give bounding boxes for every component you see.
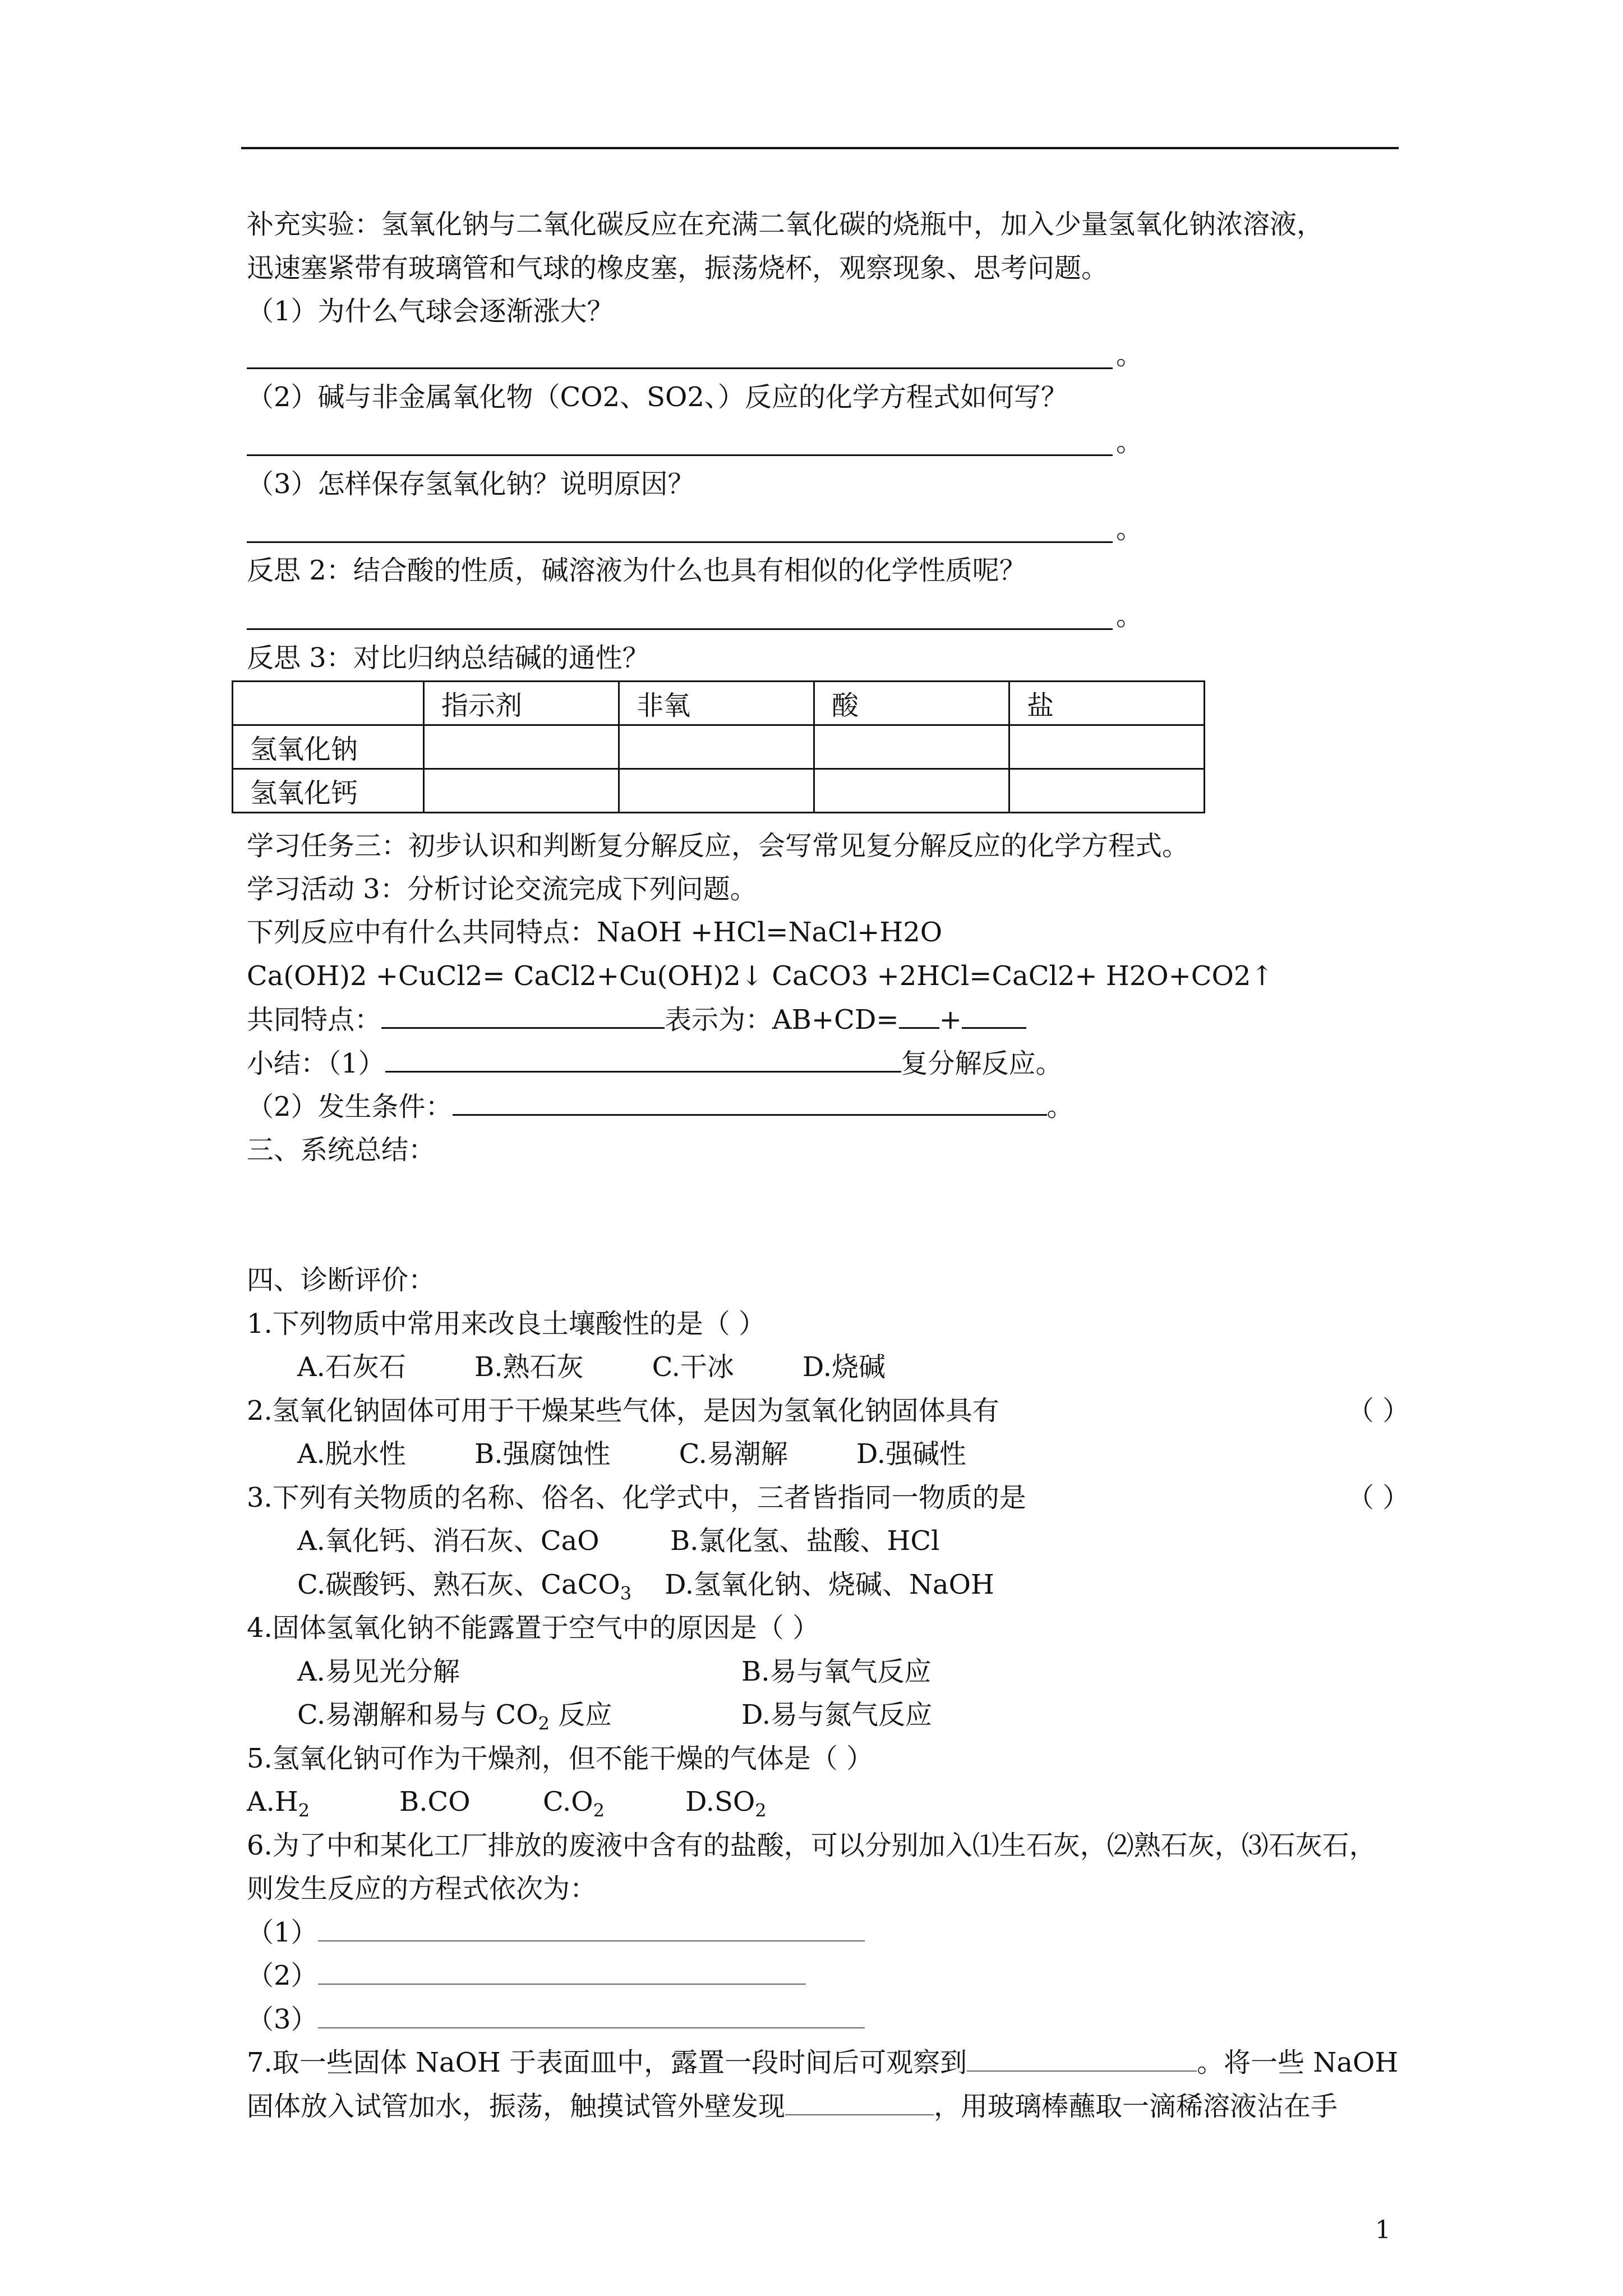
table-cell[interactable]: [1009, 769, 1205, 813]
period: 。: [1116, 513, 1144, 545]
blank-field[interactable]: [899, 1002, 939, 1029]
question-7-text: 。将一些 NaOH: [1197, 2047, 1399, 2078]
answer-line: [247, 628, 1113, 630]
blank-field[interactable]: [381, 1002, 665, 1029]
option-c-text: C.易潮解和易与 CO: [297, 1699, 538, 1731]
blank-field[interactable]: [962, 1002, 1026, 1029]
subscript: 2: [538, 1713, 550, 1734]
reactions-intro: 下列反应中有什么共同特点：NaOH +HCl=NaCl+H2O: [247, 917, 943, 948]
subscript: 2: [755, 1800, 767, 1821]
blank-field[interactable]: [318, 1916, 865, 1941]
question-7-line-2: [247, 2090, 1338, 2123]
table-cell[interactable]: [1009, 725, 1205, 769]
condition-label: （2）发生条件：: [247, 1091, 453, 1122]
answer-paren: （ ）: [1347, 1482, 1410, 1513]
summary-tail: 复分解反应。: [901, 1048, 1063, 1079]
reflection-3: 反思 3：对比归纳总结碱的通性？: [247, 642, 649, 674]
table-cell[interactable]: [424, 769, 619, 813]
supplement-question-3: （3）怎样保存氢氧化钠？说明原因？: [247, 468, 695, 500]
plus-sign: +: [939, 1004, 962, 1036]
table-header-row: [233, 682, 1205, 725]
supplement-question-1: （1）为什么气球会逐渐涨大？: [247, 296, 614, 327]
table-header-cell: [233, 682, 424, 725]
table-cell[interactable]: [424, 725, 619, 769]
expression-label: 表示为：AB+CD=: [665, 1004, 899, 1036]
section-4-heading: 四、诊断评价：: [247, 1264, 436, 1296]
table-cell[interactable]: [619, 725, 814, 769]
option-d: D.易与氮气反应: [741, 1699, 933, 1731]
period: 。: [1116, 339, 1144, 371]
option-c: [297, 1568, 631, 1602]
learning-activity-3: 学习活动 3：分析讨论交流完成下列问题。: [247, 873, 757, 905]
question-4: 4.固体氢氧化钠不能露置于空气中的原因是（ ）: [247, 1612, 820, 1644]
option-c-tail: 反应: [549, 1699, 612, 1731]
option-b: B.易与氧气反应: [741, 1656, 932, 1687]
table-header-cell: 指示剂: [424, 682, 619, 725]
option-d: D.氢氧化钠、烧碱、NaOH: [665, 1569, 994, 1600]
answer-line: [247, 454, 1113, 456]
question-1: 1.下列物质中常用来改良土壤酸性的是（ ）: [247, 1308, 766, 1340]
option-a-text: A.H: [247, 1786, 298, 1818]
answer-paren: （ ）: [1347, 1395, 1410, 1427]
table-cell: 氢氧化钙: [233, 769, 424, 813]
period: 。: [1116, 600, 1144, 632]
equation-row-1: [247, 1916, 865, 1949]
table-header-cell: 盐: [1009, 682, 1205, 725]
base-properties-table: [232, 680, 1205, 813]
question-7-text: 固体放入试管加水，振荡，触摸试管外壁发现: [247, 2091, 786, 2122]
summary-label: 小结：（1）: [247, 1048, 385, 1079]
supplement-intro-2: 迅速塞紧带有玻璃管和气球的橡皮塞，振荡烧杯，观察现象、思考问题。: [247, 252, 1109, 284]
option-a: [247, 1785, 310, 1819]
blank-field[interactable]: [785, 2090, 934, 2115]
table-cell[interactable]: [814, 725, 1009, 769]
table-cell[interactable]: [814, 769, 1009, 813]
answer-line: [247, 541, 1113, 543]
table-header-cell: 非氧: [619, 682, 814, 725]
period: 。: [1116, 426, 1144, 458]
table-header-cell: 酸: [814, 682, 1009, 725]
option-a: A.易见光分解: [297, 1656, 460, 1687]
blank-field[interactable]: [967, 2046, 1197, 2072]
supplement-question-2: （2）碱与非金属氧化物（CO2、SO2、）反应的化学方程式如何写？: [247, 381, 1068, 413]
period: 。: [1046, 1091, 1074, 1122]
question-7-text: 7.取一些固体 NaOH 于表面皿中，露置一段时间后可观察到: [247, 2047, 967, 2078]
supplement-intro-1: 补充实验：氢氧化钠与二氧化碳反应在充满二氧化碳的烧瓶中，加入少量氢氧化钠浓溶液，: [247, 209, 1324, 240]
equation-label: （1）: [247, 1917, 318, 1948]
equation-label: （2）: [247, 1960, 318, 1991]
option-c-text: C.O: [543, 1786, 593, 1818]
question-6-line-2: 则发生反应的方程式依次为：: [247, 1873, 597, 1904]
option-b: B.CO: [399, 1786, 471, 1818]
option-c: [297, 1698, 612, 1732]
question-3: 3.下列有关物质的名称、俗名、化学式中，三者皆指同一物质的是: [247, 1482, 1026, 1513]
option-b: B.氯化氢、盐酸、HCl: [670, 1525, 940, 1557]
page-number: 1: [1375, 2216, 1391, 2244]
blank-field[interactable]: [318, 1959, 806, 1985]
table-row: [233, 769, 1205, 813]
blank-field[interactable]: [385, 1046, 901, 1073]
table-cell: 氢氧化钠: [233, 725, 424, 769]
question-1-options: A.石灰石 B.熟石灰 C.干冰 D.烧碱: [297, 1351, 886, 1383]
option-d-text: D.SO: [685, 1786, 755, 1818]
reactions-equations: Ca(OH)2 +CuCl2= CaCl2+Cu(OH)2↓ CaCO3 +2HCl=CaCl2+ H2O+CO2↑: [247, 960, 1274, 992]
learning-task-3: 学习任务三：初步认识和判断复分解反应，会写常见复分解反应的化学方程式。: [247, 830, 1189, 862]
common-feature-label: 共同特点：: [247, 1004, 382, 1036]
answer-line: [247, 367, 1113, 369]
blank-field[interactable]: [318, 2003, 865, 2028]
option-c: [543, 1785, 605, 1819]
reflection-2: 反思 2：结合酸的性质，碱溶液为什么也具有相似的化学性质呢？: [247, 555, 1026, 586]
table-cell[interactable]: [619, 769, 814, 813]
condition-row: [247, 1089, 1074, 1124]
equation-row-2: [247, 1959, 806, 1993]
subscript: 2: [593, 1800, 605, 1821]
equation-row-3: [247, 2003, 865, 2036]
equation-label: （3）: [247, 2004, 318, 2035]
question-2: 2.氢氧化钠固体可用于干燥某些气体，是因为氢氧化钠固体具有: [247, 1395, 999, 1427]
blank-field[interactable]: [453, 1089, 1047, 1116]
option-d: [685, 1785, 767, 1819]
question-6-line-1: 6.为了中和某化工厂排放的废液中含有的盐酸，可以分别加入⑴生石灰，⑵熟石灰，⑶石灰石，: [247, 1830, 1376, 1861]
section-3-heading: 三、系统总结：: [247, 1134, 436, 1166]
option-a: A.氧化钙、消石灰、CaO: [297, 1525, 600, 1557]
question-7-text: ，用玻璃棒蘸取一滴稀溶液沾在手: [934, 2091, 1338, 2122]
subscript: 3: [620, 1582, 632, 1604]
common-feature-row: [247, 1002, 1026, 1037]
question-2-options: A.脱水性 B.强腐蚀性 C.易潮解 D.强碱性: [297, 1438, 966, 1470]
question-5: 5.氢氧化钠可作为干燥剂，但不能干燥的气体是（ ）: [247, 1743, 874, 1774]
header-rule: [241, 147, 1399, 149]
subscript: 2: [298, 1800, 310, 1821]
table-row: [233, 725, 1205, 769]
option-c-text: C.碳酸钙、熟石灰、CaCO: [297, 1569, 620, 1600]
summary-row: [247, 1046, 1063, 1080]
question-7-line-1: [247, 2046, 1398, 2079]
